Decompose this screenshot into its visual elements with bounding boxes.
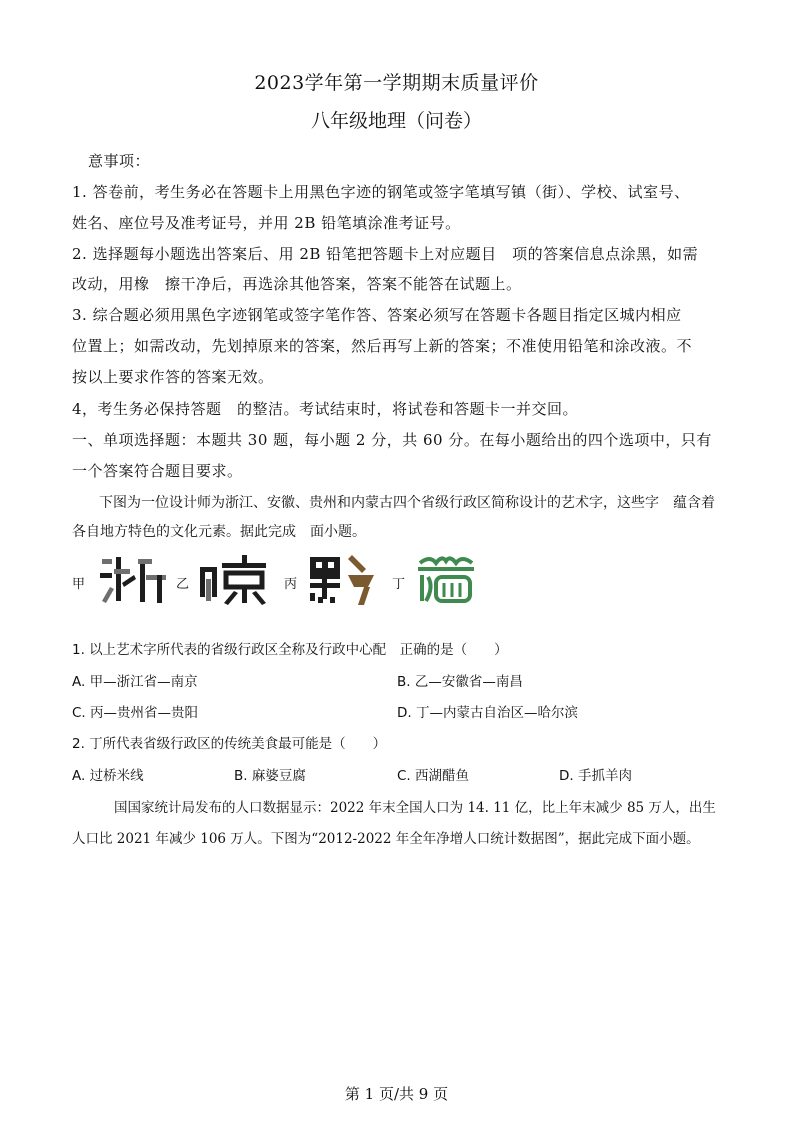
page-number: 第 1 页/共 9 页 xyxy=(344,1085,449,1103)
notice-line: 2. 选择题每小题选出答案后、用 2B 铅笔把答题卡上对应题目 项的答案信息点涂黑，如需 xyxy=(72,245,699,263)
notice-line: 3. 综合题必须用黑色字迹钢笔或签字笔作答、答案必须写在答题卡各题目指定区城内相应 xyxy=(72,306,682,324)
art-label-ding: 丁 xyxy=(392,577,406,592)
zhe-calligraphy-icon xyxy=(100,553,170,607)
art-characters-figure xyxy=(72,553,512,611)
question-1-option-d: D. 丁—内蒙古自治区—哈尔滨 xyxy=(397,705,578,721)
notice-line: 4，考生务必保持答题 的整洁。考试结束时，将试卷和答题卡一并交回。 xyxy=(72,400,579,418)
passage-text: 人口比 2021 年减少 106 万人。下图为“2012-2022 年全年净增人口统计数据图”，据此完成下面小题。 xyxy=(72,831,700,847)
wan-calligraphy-icon xyxy=(200,553,270,607)
page-title: 2023学年第一学期期末质量评价 xyxy=(254,72,539,94)
art-label-jia: 甲 xyxy=(72,577,86,592)
passage-text: 各自地方特色的文化元素。据此完成 面小题。 xyxy=(72,524,366,540)
question-1-option-a: A. 甲—浙江省—南京 xyxy=(72,674,198,690)
question-2-option-d: D. 手抓羊肉 xyxy=(559,768,632,784)
notice-line: 姓名、座位号及准考证号，并用 2B 铅笔填涂准考证号。 xyxy=(72,214,461,232)
question-2-stem: 2. 丁所代表省级行政区的传统美食最可能是（ ） xyxy=(72,736,387,752)
question-1-option-c: C. 丙—贵州省—贵阳 xyxy=(72,705,199,721)
section-instruction: 一个答案符合题目要求。 xyxy=(72,462,243,480)
question-2-option-a: A. 过桥米线 xyxy=(72,768,144,784)
section-instruction: 一、单项选择题：本题共 30 题，每小题 2 分，共 60 分。在每小题给出的四个选项中，只有 xyxy=(72,431,712,449)
question-2-option-b: B. 麻婆豆腐 xyxy=(234,768,306,784)
notice-line: 改动，用橡 擦干净后，再选涂其他答案，答案不能答在试题上。 xyxy=(72,275,522,293)
notice-line: 1. 答卷前，考生务必在答题卡上用黑色字迹的钢笔或签字笔填写镇（街）、学校、试室号、 xyxy=(72,183,690,201)
art-label-bing: 丙 xyxy=(284,577,298,592)
art-label-yi: 乙 xyxy=(176,577,190,592)
notice-line: 位置上；如需改动，先划掉原来的答案，然后再写上新的答案；不准使用铅笔和涂改液。不 xyxy=(72,337,693,355)
page-subtitle: 八年级地理（问卷） xyxy=(310,110,482,132)
passage-text: 国国家统计局发布的人口数据显示：2022 年末全国人口为 14. 11 亿，比上年末减少 85 万人，出生 xyxy=(114,800,716,816)
meng-calligraphy-icon xyxy=(414,553,478,607)
notice-line: 按以上要求作答的答案无效。 xyxy=(72,368,274,386)
qian-calligraphy-icon xyxy=(308,553,378,607)
notice-heading: 意事项： xyxy=(88,152,151,170)
question-2-option-c: C. 西湖醋鱼 xyxy=(397,768,470,784)
question-1-stem: 1. 以上艺术字所代表的省级行政区全称及行政中心配 正确的是（ ） xyxy=(72,642,508,658)
passage-text: 下图为一位设计师为浙江、安徽、贵州和内蒙古四个省级行政区简称设计的艺术字，这些字 蕴含着 xyxy=(99,495,715,511)
question-1-option-b: B. 乙—安徽省—南昌 xyxy=(397,674,523,690)
